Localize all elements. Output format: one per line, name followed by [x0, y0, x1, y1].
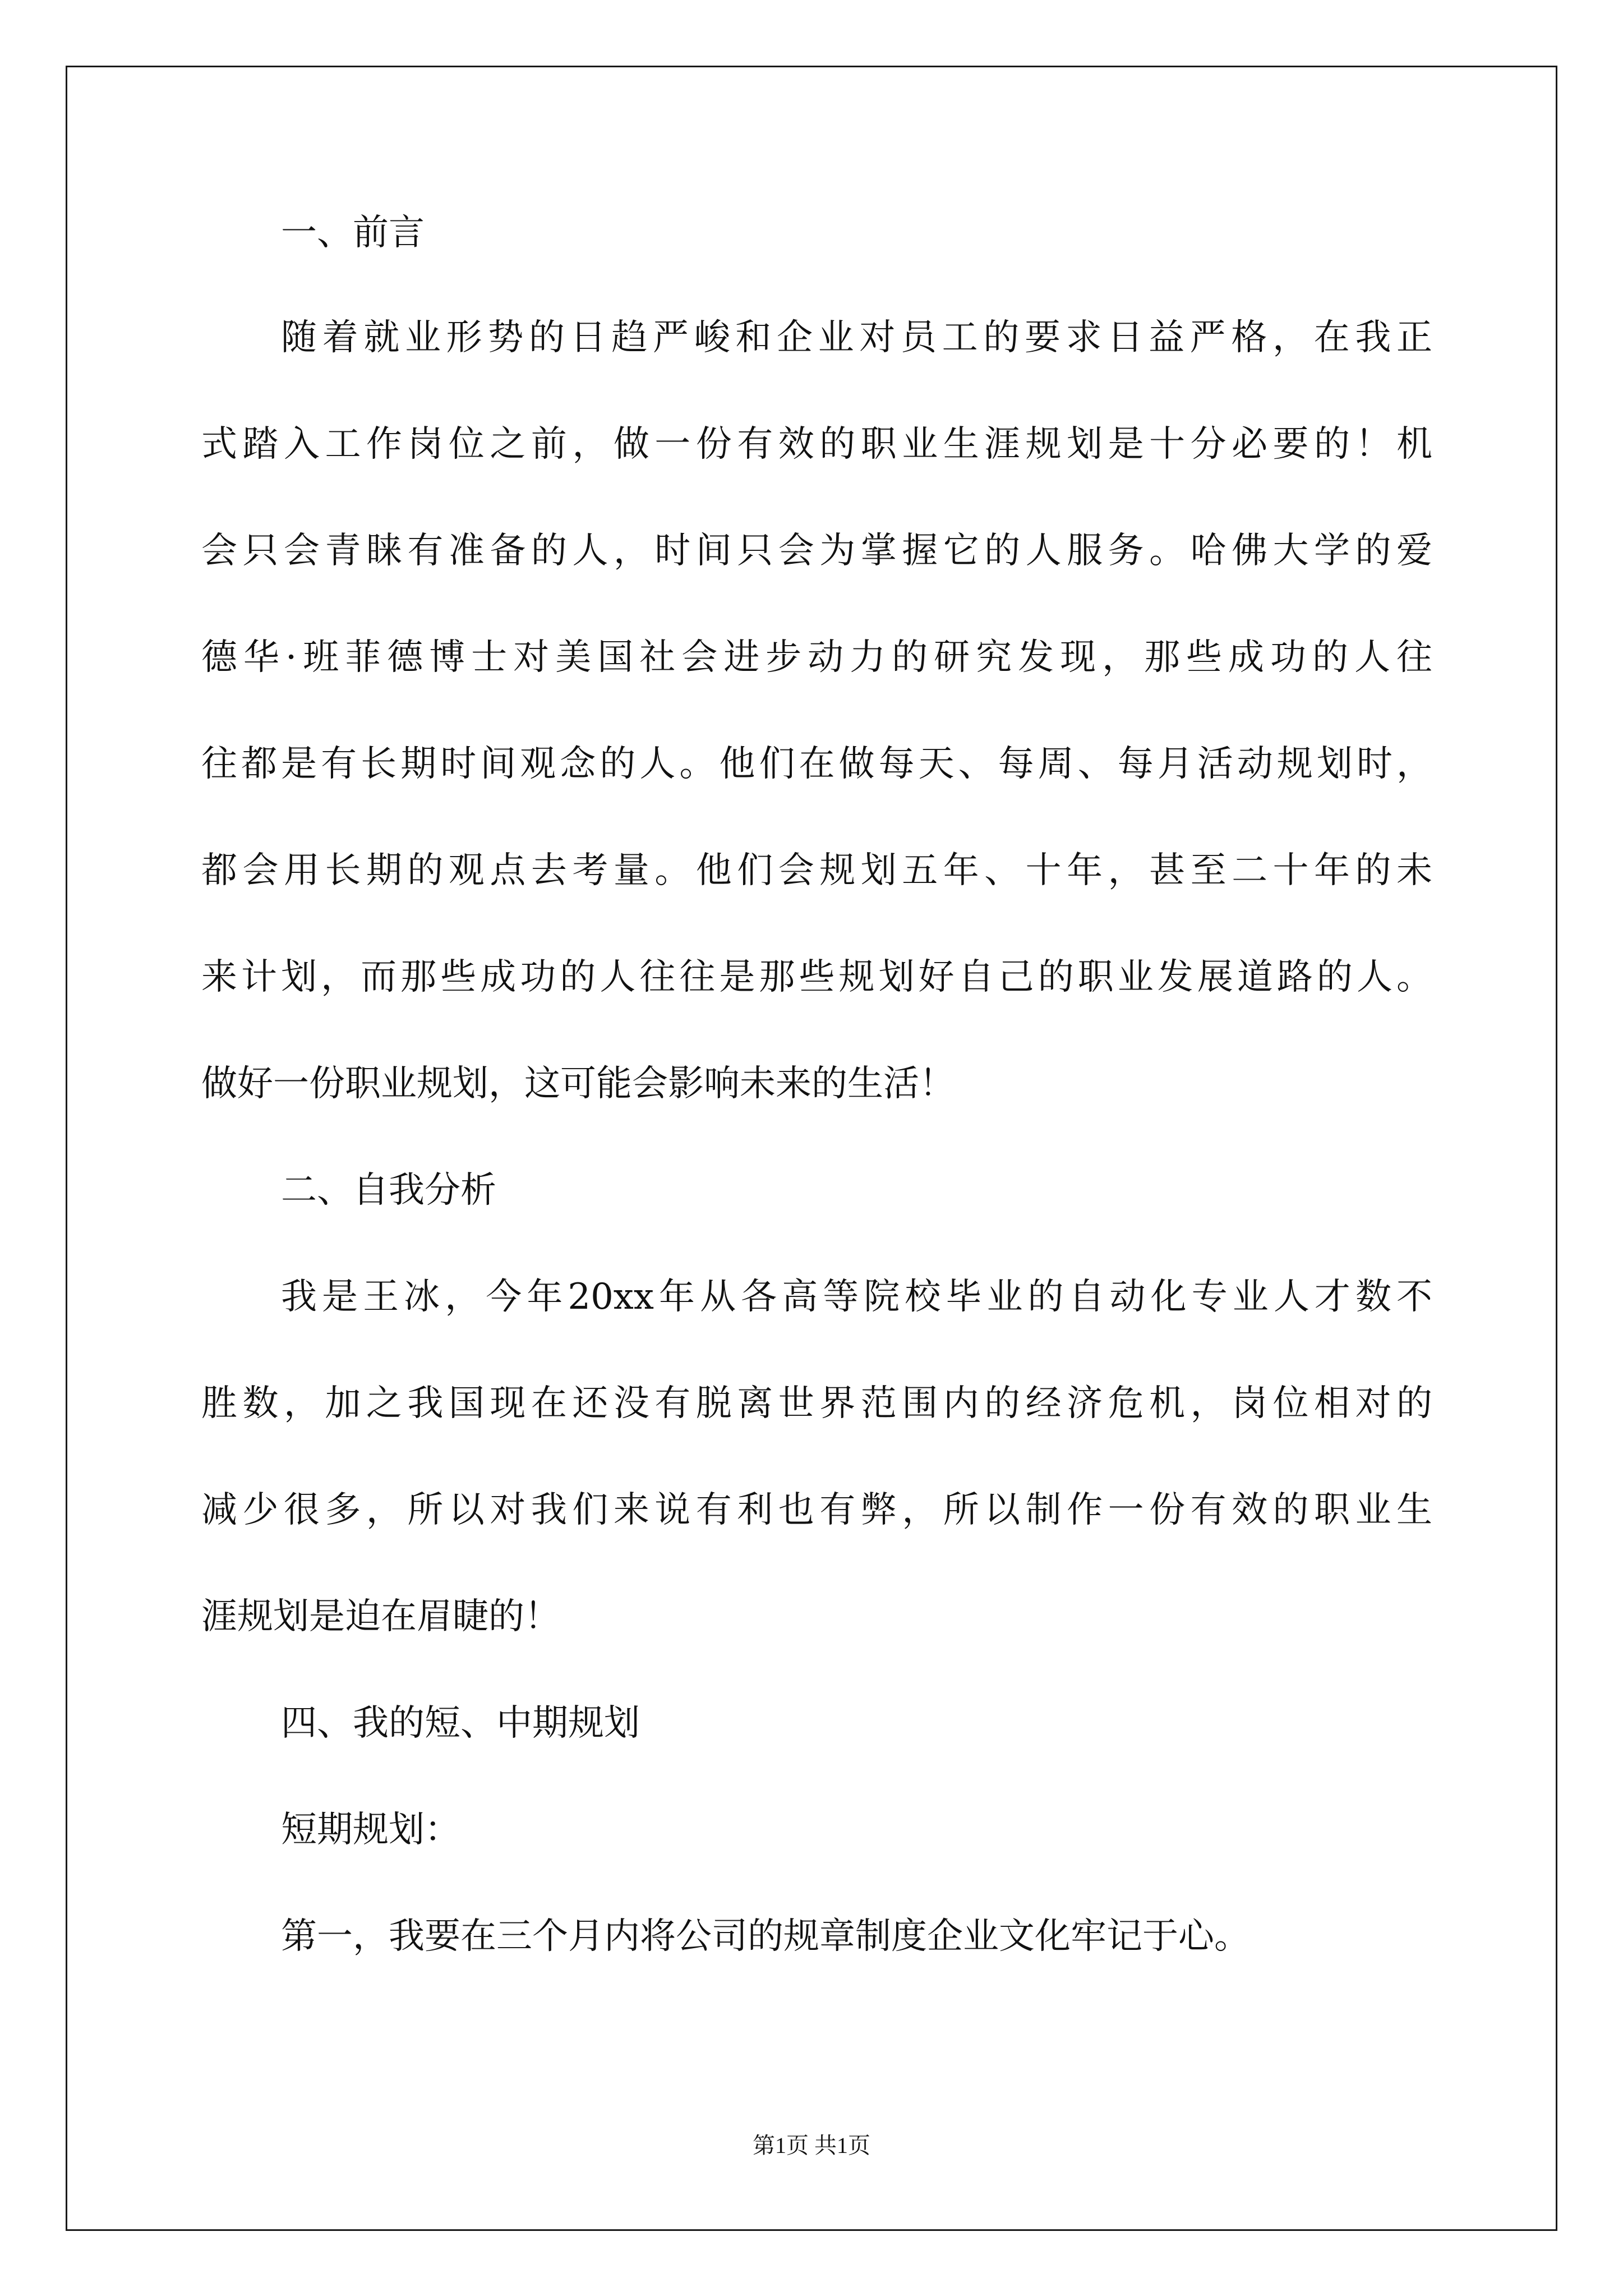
- paragraph-line: 往都是有长期时间观念的人。他们在做每天、每周、每月活动规划时，: [201, 743, 1432, 785]
- paragraph-line: 短期规划：: [281, 1809, 460, 1851]
- paragraph-line: 第一，我要在三个月内将公司的规章制度企业文化牢记于心。: [281, 1916, 1250, 1957]
- paragraph-line: 会只会青睐有准备的人，时间只会为掌握它的人服务。哈佛大学的爱: [201, 530, 1432, 572]
- paragraph-line: 来计划，而那些成功的人往往是那些规划好自己的职业发展道路的人。: [201, 956, 1432, 998]
- section-heading: 二、自我分析: [281, 1170, 496, 1211]
- paragraph-line: 我是王冰，今年20xx年从各高等院校毕业的自动化专业人才数不: [281, 1276, 1432, 1318]
- document-body: [201, 210, 1432, 1959]
- paragraph-line: 随着就业形势的日趋严峻和企业对员工的要求日益严格，在我正: [281, 317, 1432, 358]
- page-footer: 第1页 共1页: [753, 2133, 870, 2158]
- paragraph-line: 都会用长期的观点去考量。他们会规划五年、十年，甚至二十年的未: [201, 850, 1432, 891]
- paragraph-line: 胜数，加之我国现在还没有脱离世界范围内的经济危机，岗位相对的: [201, 1383, 1432, 1424]
- paragraph-line: 德华·班菲德博士对美国社会进步动力的研究发现，那些成功的人往: [201, 637, 1432, 678]
- paragraph-line: 减少很多，所以对我们来说有利也有弊，所以制作一份有效的职业生: [201, 1489, 1432, 1531]
- paragraph-line: 涯规划是迫在眉睫的！: [201, 1596, 560, 1637]
- section-heading: 一、前言: [281, 212, 425, 254]
- paragraph-line: 做好一份职业规划，这可能会影响未来的生活！: [201, 1063, 955, 1105]
- paragraph-line: 式踏入工作岗位之前，做一份有效的职业生涯规划是十分必要的！机: [201, 424, 1432, 465]
- section-heading: 四、我的短、中期规划: [281, 1703, 640, 1744]
